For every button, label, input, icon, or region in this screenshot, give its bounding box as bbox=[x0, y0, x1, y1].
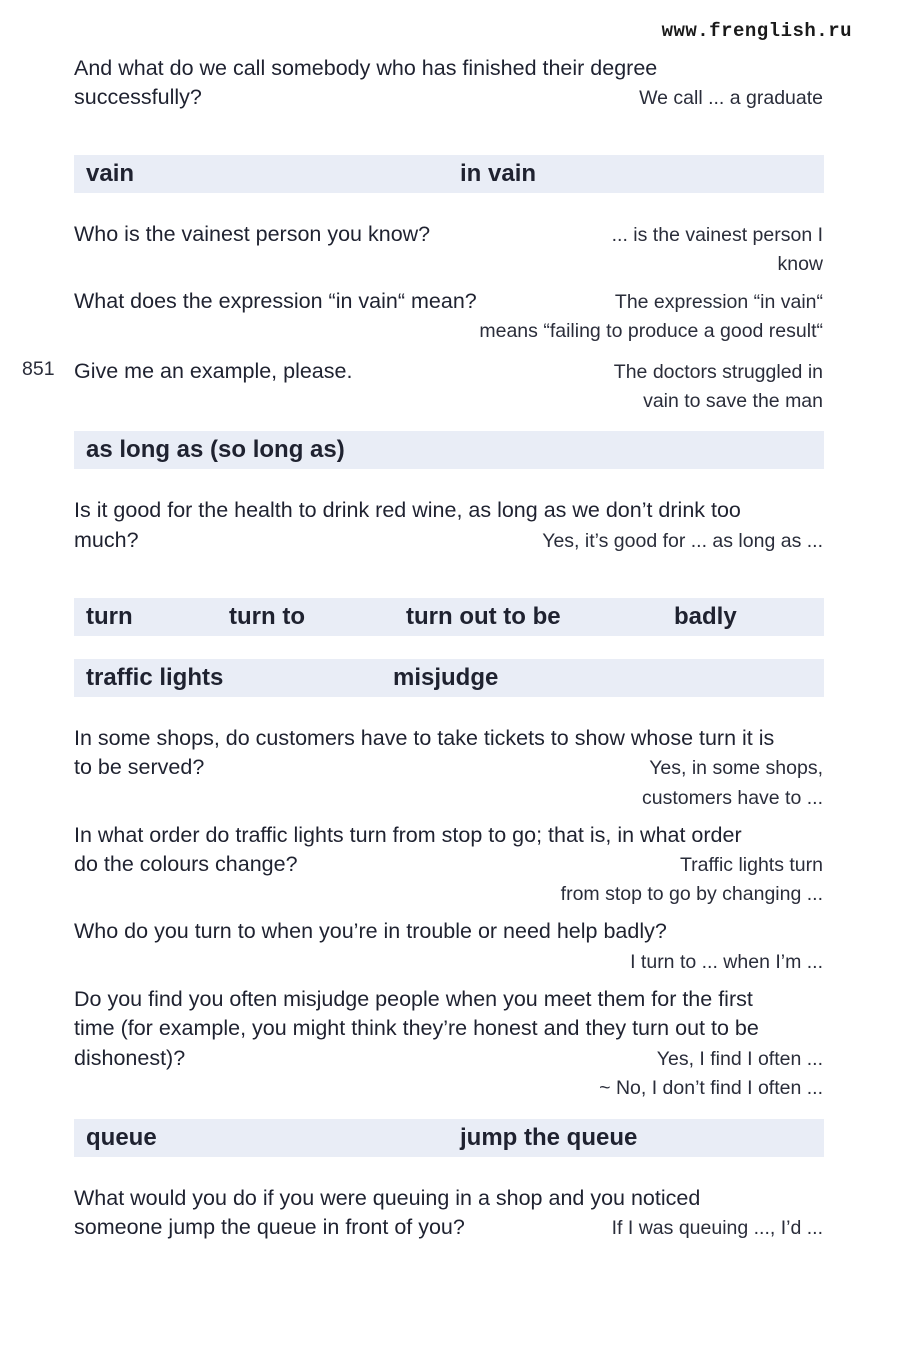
vocab-word: in vain bbox=[460, 160, 537, 187]
vocab-word: turn out to be bbox=[406, 603, 561, 630]
answer-text: Yes, I find I often ... bbox=[656, 1048, 823, 1070]
vocab-word: misjudge bbox=[393, 664, 499, 691]
vocab-word: traffic lights bbox=[86, 664, 224, 691]
question-text: to be served? bbox=[74, 755, 205, 779]
vocab-word: jump the queue bbox=[460, 1124, 638, 1151]
vocab-word: queue bbox=[86, 1124, 157, 1151]
question-text: time (for example, you might think they’re honest and they turn out to be bbox=[74, 1016, 759, 1040]
question-text: dishonest)? bbox=[74, 1046, 186, 1070]
answer-text: vain to save the man bbox=[643, 390, 823, 412]
question-text: Who do you turn to when you’re in trouble or need help badly? bbox=[74, 919, 667, 943]
answer-text: ~ No, I don’t find I often ... bbox=[599, 1077, 823, 1099]
question-text: In what order do traffic lights turn from stop to go; that is, in what order bbox=[74, 823, 742, 847]
vocabulary-bar bbox=[74, 1119, 824, 1157]
question-text: much? bbox=[74, 528, 139, 552]
answer-text: If I was queuing ..., I’d ... bbox=[611, 1217, 823, 1239]
answer-text: from stop to go by changing ... bbox=[560, 883, 823, 905]
vocabulary-bar bbox=[74, 598, 824, 636]
question-text: Who is the vainest person you know? bbox=[74, 222, 431, 246]
answer-text: Yes, in some shops, bbox=[649, 757, 823, 779]
vocab-word: as long as (so long as) bbox=[86, 436, 345, 463]
question-text: In some shops, do customers have to take tickets to show whose turn it is bbox=[74, 726, 775, 750]
answer-text: We call ... a graduate bbox=[639, 87, 823, 109]
vocab-word: badly bbox=[674, 603, 737, 630]
answer-text: ... is the vainest person I bbox=[611, 224, 823, 246]
question-text: Do you find you often misjudge people when you meet them for the first bbox=[74, 987, 753, 1011]
site-url: www.frenglish.ru bbox=[661, 20, 852, 42]
question-text: What does the expression “in vain“ mean? bbox=[74, 289, 477, 313]
answer-text: The expression “in vain“ bbox=[614, 291, 823, 313]
question-text: Give me an example, please. bbox=[74, 359, 353, 383]
question-text: successfully? bbox=[74, 85, 202, 109]
page-number: 851 bbox=[22, 358, 55, 380]
answer-text: know bbox=[777, 253, 823, 275]
answer-text: I turn to ... when I’m ... bbox=[630, 951, 823, 973]
vocabulary-bar bbox=[74, 431, 824, 469]
question-text: someone jump the queue in front of you? bbox=[74, 1215, 465, 1239]
vocabulary-bar bbox=[74, 659, 824, 697]
vocab-word: turn to bbox=[229, 603, 305, 630]
question-text: do the colours change? bbox=[74, 852, 298, 876]
answer-text: The doctors struggled in bbox=[613, 361, 823, 383]
answer-text: Yes, it’s good for ... as long as ... bbox=[542, 530, 823, 552]
answer-text: means “failing to produce a good result“ bbox=[479, 320, 823, 342]
vocab-word: vain bbox=[86, 160, 135, 187]
answer-text: customers have to ... bbox=[642, 787, 823, 809]
answer-text: Traffic lights turn bbox=[679, 854, 823, 876]
question-text: What would you do if you were queuing in a shop and you noticed bbox=[74, 1186, 701, 1210]
question-text: And what do we call somebody who has finished their degree bbox=[74, 56, 658, 80]
vocabulary-bar bbox=[74, 155, 824, 193]
question-text: Is it good for the health to drink red wine, as long as we don’t drink too bbox=[74, 498, 741, 522]
vocab-word: turn bbox=[86, 603, 133, 630]
